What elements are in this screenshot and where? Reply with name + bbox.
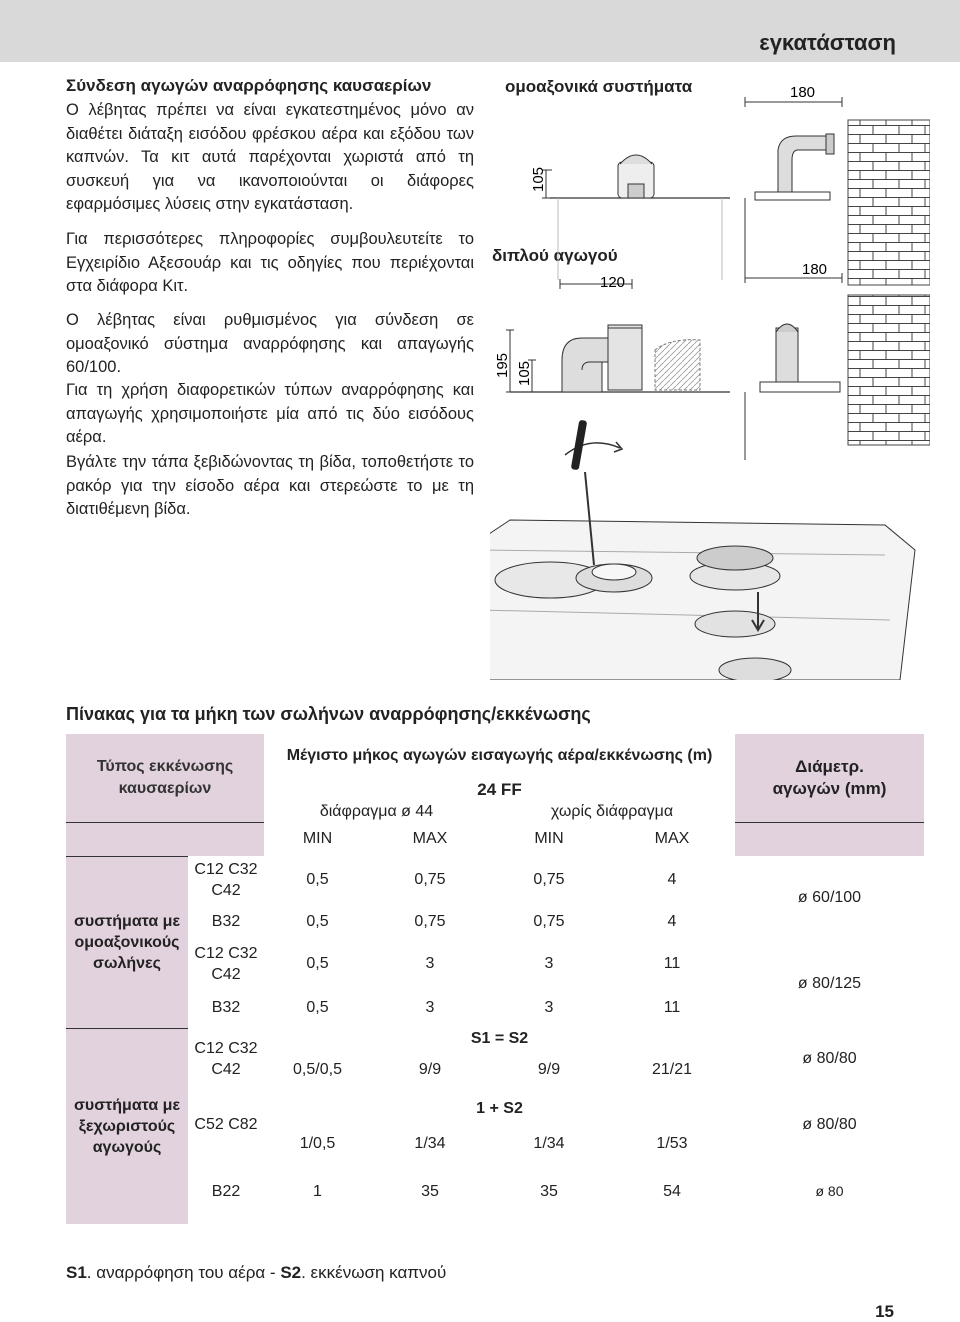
min-header-2: MIN (534, 830, 564, 847)
twin-type1: C12 C32 C42 (194, 1040, 258, 1078)
flue-type-header-cell (66, 734, 264, 822)
diameter-80-80-1: ø 80/80 (802, 1050, 857, 1067)
dim-195-twin: 195 (494, 352, 511, 378)
dim-120-twin: 120 (600, 274, 626, 291)
dim-180-coaxial: 180 (790, 84, 816, 101)
footnote-s2-text: . εκκένωση καπνού (301, 1263, 447, 1282)
b22-v4: 54 (663, 1183, 681, 1200)
twin-row1-v2: 9/9 (418, 1061, 442, 1078)
row4-v3: 3 (544, 999, 554, 1016)
twin-row1-v4: 21/21 (651, 1061, 693, 1078)
s1-eq-s2-cell (264, 1028, 735, 1050)
footnote-s1: S1 (66, 1263, 87, 1282)
max-header-1: MAX (412, 830, 448, 847)
dia2-cell (735, 940, 924, 1028)
coaxial-diagram-label: ομοαξονικά συστήματα (505, 77, 693, 96)
twin-boiler-drawing (494, 261, 930, 460)
page-number: 15 (875, 1302, 894, 1321)
one-plus-s2: 1 + S2 (476, 1100, 523, 1117)
row2-v4: 4 (667, 913, 677, 930)
flue-length-table (66, 734, 924, 1224)
intro-paragraph-3: Ο λέβητας είναι ρυθμισμένος για σύνδεση σε ομοαξονικό σύστημα αναρρόφησης και απαγωγής 60/100. (66, 311, 474, 376)
minmax-spacer-right (735, 822, 924, 856)
row1-v1: 0,5 (306, 871, 329, 888)
twin-dia2-cell (735, 1090, 924, 1160)
row2-v3: 0,75 (533, 913, 565, 930)
b22-v3: 35 (540, 1183, 558, 1200)
row3-v4: 11 (663, 955, 681, 972)
intro-paragraph-5: Βγάλτε την τάπα ξεβιδώνοντας τη βίδα, τοποθετήστε το ρακόρ για την είσοδο αέρα και στερεώστε το με τη διατιθέμενη βίδα. (66, 453, 474, 518)
coaxial-group-cell (66, 856, 188, 1028)
row3-v1: 0,5 (306, 955, 329, 972)
max-length-header-cell (264, 734, 735, 778)
intro-heading: Σύνδεση αγωγών αναρρόφησης καυσαερίων (66, 76, 432, 95)
diameter-60-100: ø 60/100 (797, 889, 862, 906)
row3-v2: 3 (425, 955, 435, 972)
max-header-2: MAX (654, 830, 690, 847)
b22-dia-cell (735, 1160, 924, 1224)
intro-paragraph-1: Ο λέβητας πρέπει να είναι εγκατεστημένος μόνο αν διαθέτει διάταξη εισόδου φρέσκου αέρα και εξόδου των καπνών. Τα κιτ αυτά παρέχονται χωριστά από τη συσκευή για να ικανοποιούνται οι διάφορες εφαρμόσιμες λύσεις στην εγκατάσταση. (66, 101, 474, 213)
one-plus-s2-cell (264, 1090, 735, 1128)
max-length-header: Μέγιστο μήκος αγωγών εισαγωγής αέρα/εκκένωσης (m) (286, 747, 713, 764)
twin-dia1-cell (735, 1028, 924, 1090)
twin-type2: C52 C82 (194, 1116, 258, 1133)
row1-v2: 0,75 (414, 871, 446, 888)
s1-eq-s2: S1 = S2 (470, 1030, 529, 1047)
row4-v1: 0,5 (306, 999, 329, 1016)
diameter-80: ø 80 (815, 1183, 844, 1199)
diameter-header: Διάμετρ. αγωγών (mm) (772, 756, 887, 798)
dim-105-coaxial: 105 (530, 166, 547, 192)
minmax-spacer-cell (66, 822, 264, 856)
dim-180-twin: 180 (802, 261, 828, 278)
row2-v1: 0,5 (306, 913, 329, 930)
dia1-cell (735, 856, 924, 940)
twin-row2-v1: 1/0,5 (299, 1135, 336, 1152)
row1-v3: 0,75 (533, 871, 565, 888)
footnote-s1-text: . αναρρόφηση του αέρα - (86, 1263, 281, 1282)
row3-type: C12 C32 C42 (194, 945, 258, 983)
b22-v2: 35 (421, 1183, 439, 1200)
model-header: 24 FF (477, 780, 522, 799)
footnote (66, 1263, 446, 1283)
section-title: εγκατάσταση (759, 30, 896, 55)
installation-diagram (490, 80, 930, 680)
table-title: Πίνακας για τα μήκη των σωλήνων αναρρόφησης/εκκένωσης (66, 704, 591, 724)
twin-row2-v2: 1/34 (414, 1135, 446, 1152)
twin-diagram-label: διπλού αγωγού (492, 246, 618, 265)
boiler-top-perspective (490, 420, 915, 680)
twin-row2-v3: 1/34 (533, 1135, 565, 1152)
twin-row1-v1: 0,5/0,5 (293, 1061, 342, 1078)
twin-group-cell (66, 1028, 188, 1224)
b22-v1: 1 (313, 1183, 322, 1200)
footnote-s2: S2 (280, 1263, 302, 1282)
row4-v4: 11 (663, 999, 681, 1016)
coaxial-group-label: συστήματα με ομοαξονικούς σωλήνες (73, 912, 181, 972)
without-diaphragm-header: χωρίς διάφραγμα (550, 803, 674, 820)
without-diaphragm-cell (489, 802, 735, 822)
intro-paragraph-2: Για περισσότερες πληροφορίες συμβουλευτείτε το Εγχειρίδιο Αξεσουάρ και τις οδηγίες που περιέχονται στα διάφορα Κιτ. (66, 230, 474, 295)
with-diaphragm-cell (264, 802, 489, 822)
diameter-80-80-2: ø 80/80 (802, 1116, 857, 1133)
dim-105-twin: 105 (516, 360, 533, 386)
diameter-header-cell (735, 734, 924, 822)
model-header-cell (264, 778, 735, 802)
row2-type: B32 (211, 913, 241, 930)
twin-row1-v3: 9/9 (537, 1061, 561, 1078)
twin-group-label: συστήματα με ξεχωριστούς αγωγούς (73, 1096, 181, 1156)
diameter-80-125: ø 80/125 (797, 975, 862, 992)
row1-type: C12 C32 C42 (194, 861, 258, 899)
twin-row2-v4: 1/53 (656, 1135, 688, 1152)
row4-v2: 3 (425, 999, 435, 1016)
intro-paragraph-4: Για τη χρήση διαφορετικών τύπων αναρρόφησης και απαγωγής χρησιμοποιήστε μία από τις δύο εισόδους αέρα. (66, 381, 474, 446)
min-header-1: MIN (302, 830, 333, 847)
row1-v4: 4 (667, 871, 677, 888)
b22-type: B22 (211, 1183, 241, 1200)
row4-type: B32 (211, 999, 241, 1016)
row2-v2: 0,75 (414, 913, 446, 930)
row3-v3: 3 (544, 955, 554, 972)
with-diaphragm-header: διάφραγμα ø 44 (319, 803, 434, 820)
coaxial-boiler-drawing (530, 84, 930, 285)
rotate-arrow (565, 443, 620, 455)
flue-type-header: Τύπος εκκένωσης καυσαερίων (96, 757, 234, 797)
